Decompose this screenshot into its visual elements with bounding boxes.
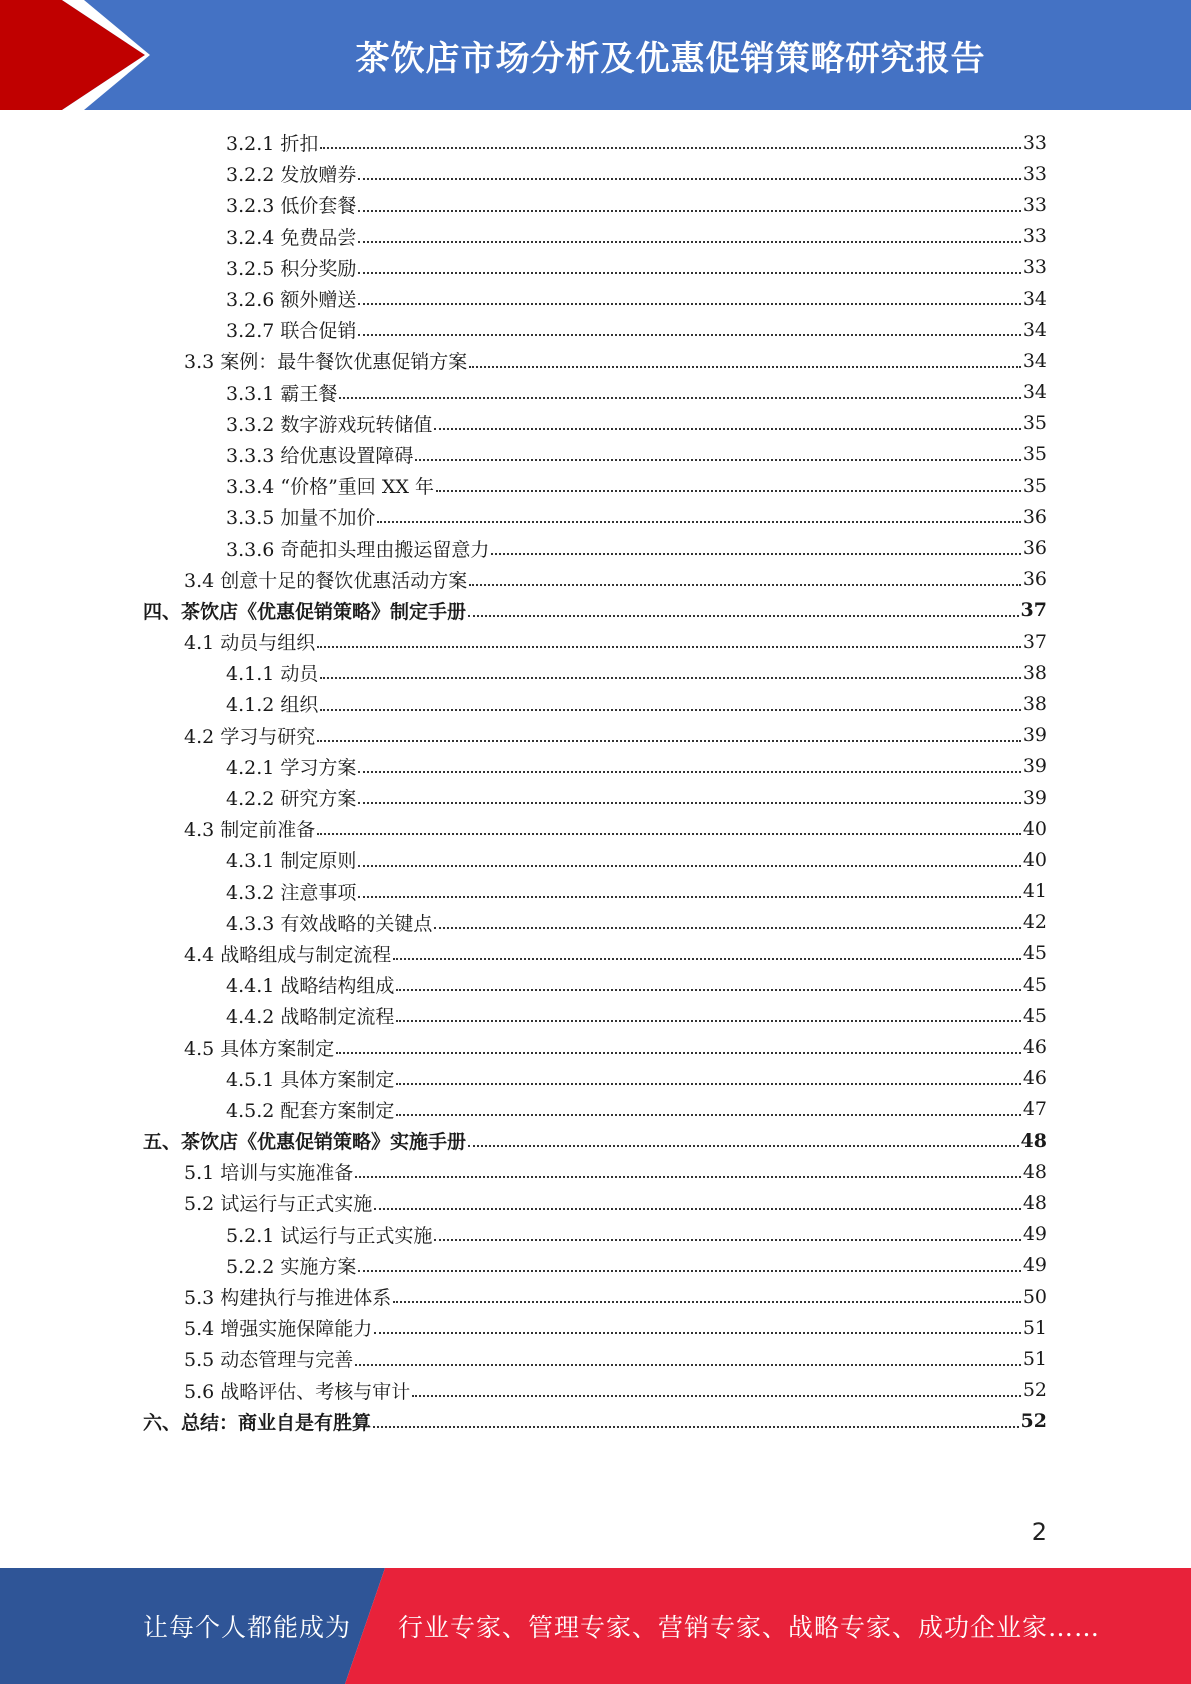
toc-entry-page: 39: [1022, 755, 1047, 778]
toc-entry[interactable]: [0, 720, 1191, 751]
toc-dot-leader: [358, 1269, 1020, 1272]
toc-dot-leader: [317, 645, 1021, 648]
toc-entry-page: 52: [1020, 1410, 1047, 1433]
toc-entry-label: 3.3.2 数字游戏玩转储值: [226, 413, 433, 436]
toc-entry-label: 4.1.1 动员: [226, 663, 319, 686]
toc-dot-leader: [317, 739, 1021, 742]
toc-entry[interactable]: [0, 127, 1191, 158]
toc-entry-label: 4.3 制定前准备: [184, 819, 316, 842]
toc-entry[interactable]: [0, 1281, 1191, 1312]
toc-entry-page: 46: [1022, 1036, 1047, 1059]
footer-slogan-right: 行业专家、管理专家、营销专家、战略专家、成功企业家……: [398, 1613, 1101, 1642]
toc-dot-leader: [436, 489, 1021, 492]
toc-dot-leader: [317, 832, 1021, 835]
toc-entry-label: 4.4.1 战略结构组成: [226, 975, 395, 998]
toc-dot-leader: [358, 240, 1020, 243]
toc-dot-leader: [377, 520, 1020, 523]
toc-dot-leader: [434, 926, 1020, 929]
toc-entry[interactable]: [0, 1000, 1191, 1031]
toc-dot-leader: [396, 1019, 1020, 1022]
toc-dot-leader: [320, 676, 1020, 679]
toc-entry-page: 34: [1022, 318, 1047, 341]
toc-entry-label: 4.5 具体方案制定: [184, 1037, 335, 1060]
toc-entry-page: 36: [1022, 568, 1047, 591]
toc-dot-leader: [396, 1113, 1020, 1116]
toc-entry-label: 5.3 构建执行与推进体系: [184, 1287, 392, 1310]
toc-entry-page: 33: [1022, 193, 1047, 216]
toc-dot-leader: [396, 988, 1020, 991]
toc-entry[interactable]: [0, 377, 1191, 408]
toc-entry-page: 51: [1022, 1316, 1047, 1339]
toc-entry-page: 48: [1020, 1129, 1047, 1152]
toc-entry-label: 3.2.3 低价套餐: [226, 195, 357, 218]
toc-entry-page: 48: [1022, 1160, 1047, 1183]
toc-entry-page: 33: [1022, 225, 1047, 248]
toc-entry-page: 40: [1022, 848, 1047, 871]
toc-entry-label: 4.3.2 注意事项: [226, 881, 357, 904]
toc-dot-leader: [358, 209, 1020, 212]
toc-entry-page: 42: [1022, 911, 1047, 934]
toc-dot-leader: [355, 1175, 1021, 1178]
toc-entry[interactable]: [0, 1375, 1191, 1406]
toc-entry-page: 45: [1022, 942, 1047, 965]
toc-dot-leader: [358, 770, 1020, 773]
toc-entry-page: 35: [1022, 474, 1047, 497]
table-of-contents: [0, 127, 1191, 1437]
toc-entry-page: 37: [1020, 599, 1047, 622]
toc-entry-label: 4.4.2 战略制定流程: [226, 1006, 395, 1029]
page-number: 2: [1031, 1518, 1047, 1546]
toc-dot-leader: [320, 708, 1020, 711]
toc-entry[interactable]: [0, 1063, 1191, 1094]
toc-dot-leader: [358, 333, 1020, 336]
toc-entry[interactable]: [0, 314, 1191, 345]
toc-dot-leader: [373, 1425, 1019, 1428]
toc-entry[interactable]: [0, 876, 1191, 907]
toc-entry[interactable]: [0, 782, 1191, 813]
toc-entry-label: 4.3.1 制定原则: [226, 850, 357, 873]
toc-entry-page: 33: [1022, 162, 1047, 185]
toc-entry-page: 40: [1022, 817, 1047, 840]
toc-entry-page: 45: [1022, 973, 1047, 996]
toc-entry-label: 5.6 战略评估、考核与审计: [184, 1380, 411, 1403]
toc-entry-label: 4.3.3 有效战略的关键点: [226, 912, 433, 935]
toc-entry-label: 5.5 动态管理与完善: [184, 1349, 354, 1372]
toc-entry-page: 35: [1022, 443, 1047, 466]
toc-entry-page: 50: [1022, 1285, 1047, 1308]
toc-entry-label: 5.1 培训与实施准备: [184, 1162, 354, 1185]
toc-entry[interactable]: [0, 532, 1191, 563]
toc-entry-page: 36: [1022, 505, 1047, 528]
toc-entry-label: 4.1.2 组织: [226, 694, 319, 717]
toc-entry[interactable]: [0, 1156, 1191, 1187]
toc-entry[interactable]: [0, 1094, 1191, 1125]
toc-dot-leader: [358, 271, 1020, 274]
toc-entry[interactable]: [0, 1219, 1191, 1250]
toc-entry-label: 3.2.1 折扣: [226, 133, 319, 156]
toc-dot-leader: [415, 458, 1020, 461]
toc-entry-label: 3.3 案例：最牛餐饮优惠促销方案: [184, 351, 468, 374]
toc-entry-label: 5.4 增强实施保障能力: [184, 1318, 373, 1341]
toc-entry[interactable]: [0, 688, 1191, 719]
toc-entry-page: 39: [1022, 724, 1047, 747]
toc-dot-leader: [434, 427, 1020, 430]
toc-entry[interactable]: [0, 1125, 1191, 1156]
toc-entry-label: 3.3.3 给优惠设置障碍: [226, 444, 414, 467]
toc-entry-label: 4.2 学习与研究: [184, 725, 316, 748]
toc-entry[interactable]: [0, 1031, 1191, 1062]
toc-entry-label: 5.2.1 试运行与正式实施: [226, 1224, 433, 1247]
toc-entry-page: 33: [1022, 131, 1047, 154]
toc-entry-label: 3.3.6 奇葩扣头理由搬运留意力: [226, 538, 490, 561]
toc-entry-label: 4.4 战略组成与制定流程: [184, 943, 392, 966]
toc-entry-page: 41: [1022, 880, 1047, 903]
toc-entry-page: 38: [1022, 661, 1047, 684]
toc-dot-leader: [396, 1082, 1020, 1085]
toc-entry[interactable]: [0, 626, 1191, 657]
toc-entry-page: 52: [1022, 1379, 1047, 1402]
toc-entry[interactable]: [0, 158, 1191, 189]
toc-entry-page: 39: [1022, 786, 1047, 809]
toc-entry[interactable]: [0, 252, 1191, 283]
toc-entry[interactable]: [0, 969, 1191, 1000]
toc-entry-label: 4.1 动员与组织: [184, 632, 316, 655]
toc-entry-label: 六、总结：商业自是有胜算: [143, 1411, 372, 1434]
toc-entry-page: 37: [1022, 630, 1047, 653]
toc-entry[interactable]: [0, 844, 1191, 875]
toc-dot-leader: [469, 583, 1021, 586]
toc-dot-leader: [358, 177, 1020, 180]
toc-dot-leader: [412, 1394, 1021, 1397]
toc-dot-leader: [374, 1331, 1021, 1334]
toc-dot-leader: [320, 146, 1020, 149]
toc-dot-leader: [434, 1238, 1020, 1241]
toc-entry-label: 4.5.1 具体方案制定: [226, 1068, 395, 1091]
toc-dot-leader: [355, 1363, 1021, 1366]
toc-entry-page: 49: [1022, 1223, 1047, 1246]
toc-dot-leader: [358, 864, 1020, 867]
toc-entry[interactable]: [0, 657, 1191, 688]
toc-dot-leader: [358, 895, 1020, 898]
toc-dot-leader: [393, 1300, 1021, 1303]
toc-entry[interactable]: [0, 1343, 1191, 1374]
toc-entry-label: 3.2.2 发放赠券: [226, 164, 357, 187]
toc-entry-page: 46: [1022, 1067, 1047, 1090]
toc-dot-leader: [468, 1144, 1019, 1147]
toc-entry-page: 34: [1022, 287, 1047, 310]
footer-banner: [0, 1568, 1191, 1684]
toc-dot-leader: [358, 302, 1020, 305]
toc-entry-page: 34: [1022, 349, 1047, 372]
toc-entry-label: 3.3.4 “价格”重回 XX 年: [226, 476, 434, 499]
toc-entry-page: 45: [1022, 1004, 1047, 1027]
toc-entry[interactable]: [0, 189, 1191, 220]
toc-entry[interactable]: [0, 564, 1191, 595]
toc-entry[interactable]: [0, 1250, 1191, 1281]
toc-entry-label: 4.2.1 学习方案: [226, 756, 357, 779]
toc-dot-leader: [336, 1051, 1021, 1054]
toc-dot-leader: [339, 396, 1020, 399]
toc-entry-page: 38: [1022, 692, 1047, 715]
toc-dot-leader: [393, 957, 1021, 960]
toc-entry-page: 49: [1022, 1254, 1047, 1277]
document-title: 茶饮店市场分析及优惠促销策略研究报告: [355, 38, 986, 79]
toc-entry-page: 48: [1022, 1191, 1047, 1214]
header-banner: [0, 0, 1191, 110]
toc-entry-page: 34: [1022, 381, 1047, 404]
toc-entry-page: 33: [1022, 256, 1047, 279]
toc-entry-label: 5.2 试运行与正式实施: [184, 1193, 373, 1216]
toc-entry[interactable]: [0, 1312, 1191, 1343]
toc-dot-leader: [374, 1207, 1021, 1210]
toc-entry[interactable]: [0, 221, 1191, 252]
toc-dot-leader: [491, 552, 1020, 555]
toc-entry-label: 5.2.2 实施方案: [226, 1255, 357, 1278]
toc-entry-page: 36: [1022, 537, 1047, 560]
toc-entry[interactable]: [0, 470, 1191, 501]
toc-entry-label: 3.3.5 加量不加价: [226, 507, 376, 530]
toc-entry[interactable]: [0, 283, 1191, 314]
toc-entry-page: 47: [1022, 1098, 1047, 1121]
toc-entry[interactable]: [0, 439, 1191, 470]
toc-entry[interactable]: [0, 907, 1191, 938]
toc-entry[interactable]: [0, 1406, 1191, 1437]
toc-entry-label: 五、茶饮店《优惠促销策略》实施手册: [143, 1131, 467, 1154]
toc-entry[interactable]: [0, 813, 1191, 844]
toc-entry-label: 4.5.2 配套方案制定: [226, 1099, 395, 1122]
toc-entry[interactable]: [0, 1187, 1191, 1218]
toc-entry-page: 51: [1022, 1347, 1047, 1370]
toc-dot-leader: [468, 614, 1019, 617]
toc-entry[interactable]: [0, 345, 1191, 376]
toc-entry-label: 3.3.1 霸王餐: [226, 382, 338, 405]
toc-entry[interactable]: [0, 408, 1191, 439]
toc-entry-label: 3.4 创意十足的餐饮优惠活动方案: [184, 569, 468, 592]
toc-entry-label: 3.2.6 额外赠送: [226, 289, 357, 312]
toc-entry-label: 3.2.4 免费品尝: [226, 226, 357, 249]
toc-entry[interactable]: [0, 938, 1191, 969]
footer-slogan-left: 让每个人都能成为: [143, 1613, 352, 1642]
toc-entry[interactable]: [0, 751, 1191, 782]
toc-entry-label: 3.2.7 联合促销: [226, 320, 357, 343]
toc-entry-label: 3.2.5 积分奖励: [226, 257, 357, 280]
toc-dot-leader: [469, 365, 1021, 368]
toc-dot-leader: [358, 801, 1020, 804]
toc-entry-page: 35: [1022, 412, 1047, 435]
toc-entry[interactable]: [0, 595, 1191, 626]
toc-entry-label: 4.2.2 研究方案: [226, 788, 357, 811]
toc-entry-label: 四、茶饮店《优惠促销策略》制定手册: [143, 600, 467, 623]
toc-entry[interactable]: [0, 501, 1191, 532]
